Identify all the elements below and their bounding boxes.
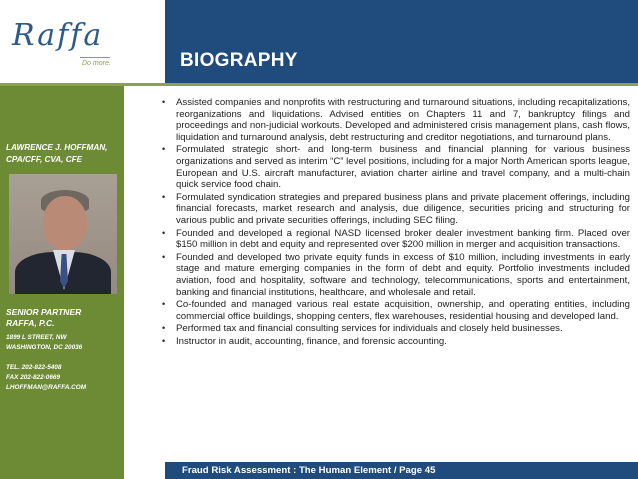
bullet-icon: • (162, 97, 166, 107)
person-name (6, 142, 126, 166)
portrait-photo (9, 174, 117, 294)
bullet-icon: • (162, 191, 166, 202)
list-item: • Assisted companies and nonprofits with restructuring and turnaround situations, including recapitalizations, reorganizations and liquidations. Advised entities on Chapters 11 and 7, bankruptcy filings and proceedings and non-judicial workouts. Developed and administered crisis management plans, cash flows, liquidation and turnaround analysis, debt restructuring and creditor negotiations, and turnaround plans. (162, 97, 630, 143)
address-city: WASHINGTON, DC 20036 (6, 344, 83, 351)
phone-number: TEL. 202-822-5408 (6, 364, 62, 371)
person-credentials: CPA/CFF, CVA, CFE (6, 155, 83, 164)
list-item: • Formulated syndication strategies and prepared business plans and private placement offerings, including financial forecasts, market research and analysis, due diligence, securities pricing and structuring for various public and private securities offerings, including SEC filing. (162, 191, 630, 226)
bullet-icon: • (162, 323, 166, 334)
logo (0, 0, 165, 83)
job-title: SENIOR PARTNER (6, 307, 82, 317)
bullet-icon: • (162, 299, 166, 310)
person-title (6, 307, 126, 329)
footer-text: Fraud Risk Assessment : The Human Element / Page 45 (182, 465, 436, 476)
email-address: LHOFFMAN@RAFFA.COM (6, 384, 87, 391)
contact-block (6, 333, 126, 393)
bullet-icon: • (162, 335, 166, 346)
list-item: • Co-founded and managed various real estate acquisition, ownership, and operating entities, including commercial office buildings, shopping centers, flex warehouses, residential housing and developed land. (162, 299, 630, 322)
logo-divider (80, 57, 110, 58)
bullet-list (160, 97, 630, 347)
fax-number: FAX 202-822-0669 (6, 374, 61, 381)
biography-content (160, 97, 630, 348)
person-name-line: LAWRENCE J. HOFFMAN, (6, 143, 108, 152)
logo-wordmark: Raffa (12, 18, 104, 53)
logo-tagline: Do more. (82, 60, 111, 67)
list-item: • Performed tax and financial consulting services for individuals and closely held businesses. (162, 323, 563, 335)
page-title: BIOGRAPHY (180, 50, 298, 71)
address-street: 1899 L STREET, NW (6, 334, 67, 341)
list-item: • Formulated strategic short- and long-term business and financial planning for various business organizations and served as interim “C” level positions, including for a major North American sports league, European and U.S. aircraft manufacturer, aviation charter airline and travel company, and a multi-chain quick service food chain. (162, 144, 630, 191)
bullet-icon: • (162, 251, 166, 262)
bullet-icon: • (162, 144, 166, 155)
company-name: RAFFA, P.C. (6, 318, 55, 328)
list-item: • Founded and developed two private equity funds in excess of $10 million, including investments in early stage and mature emerging companies in the form of debt and equity. Portfolio investments included aviation, food and hospitality, software and technology, telecommunications, sports and entertainment, banking and financial institutions, healthcare, and wholesale and retail. (162, 251, 630, 298)
list-item: • Instructor in audit, accounting, finance, and forensic accounting. (162, 335, 447, 347)
list-item: • Founded and developed a regional NASD licensed broker dealer investment banking firm. Placed over $150 million in debt and equity and represented over $200 million in merger and acquisition transactions. (162, 227, 630, 251)
bullet-icon: • (162, 227, 166, 238)
